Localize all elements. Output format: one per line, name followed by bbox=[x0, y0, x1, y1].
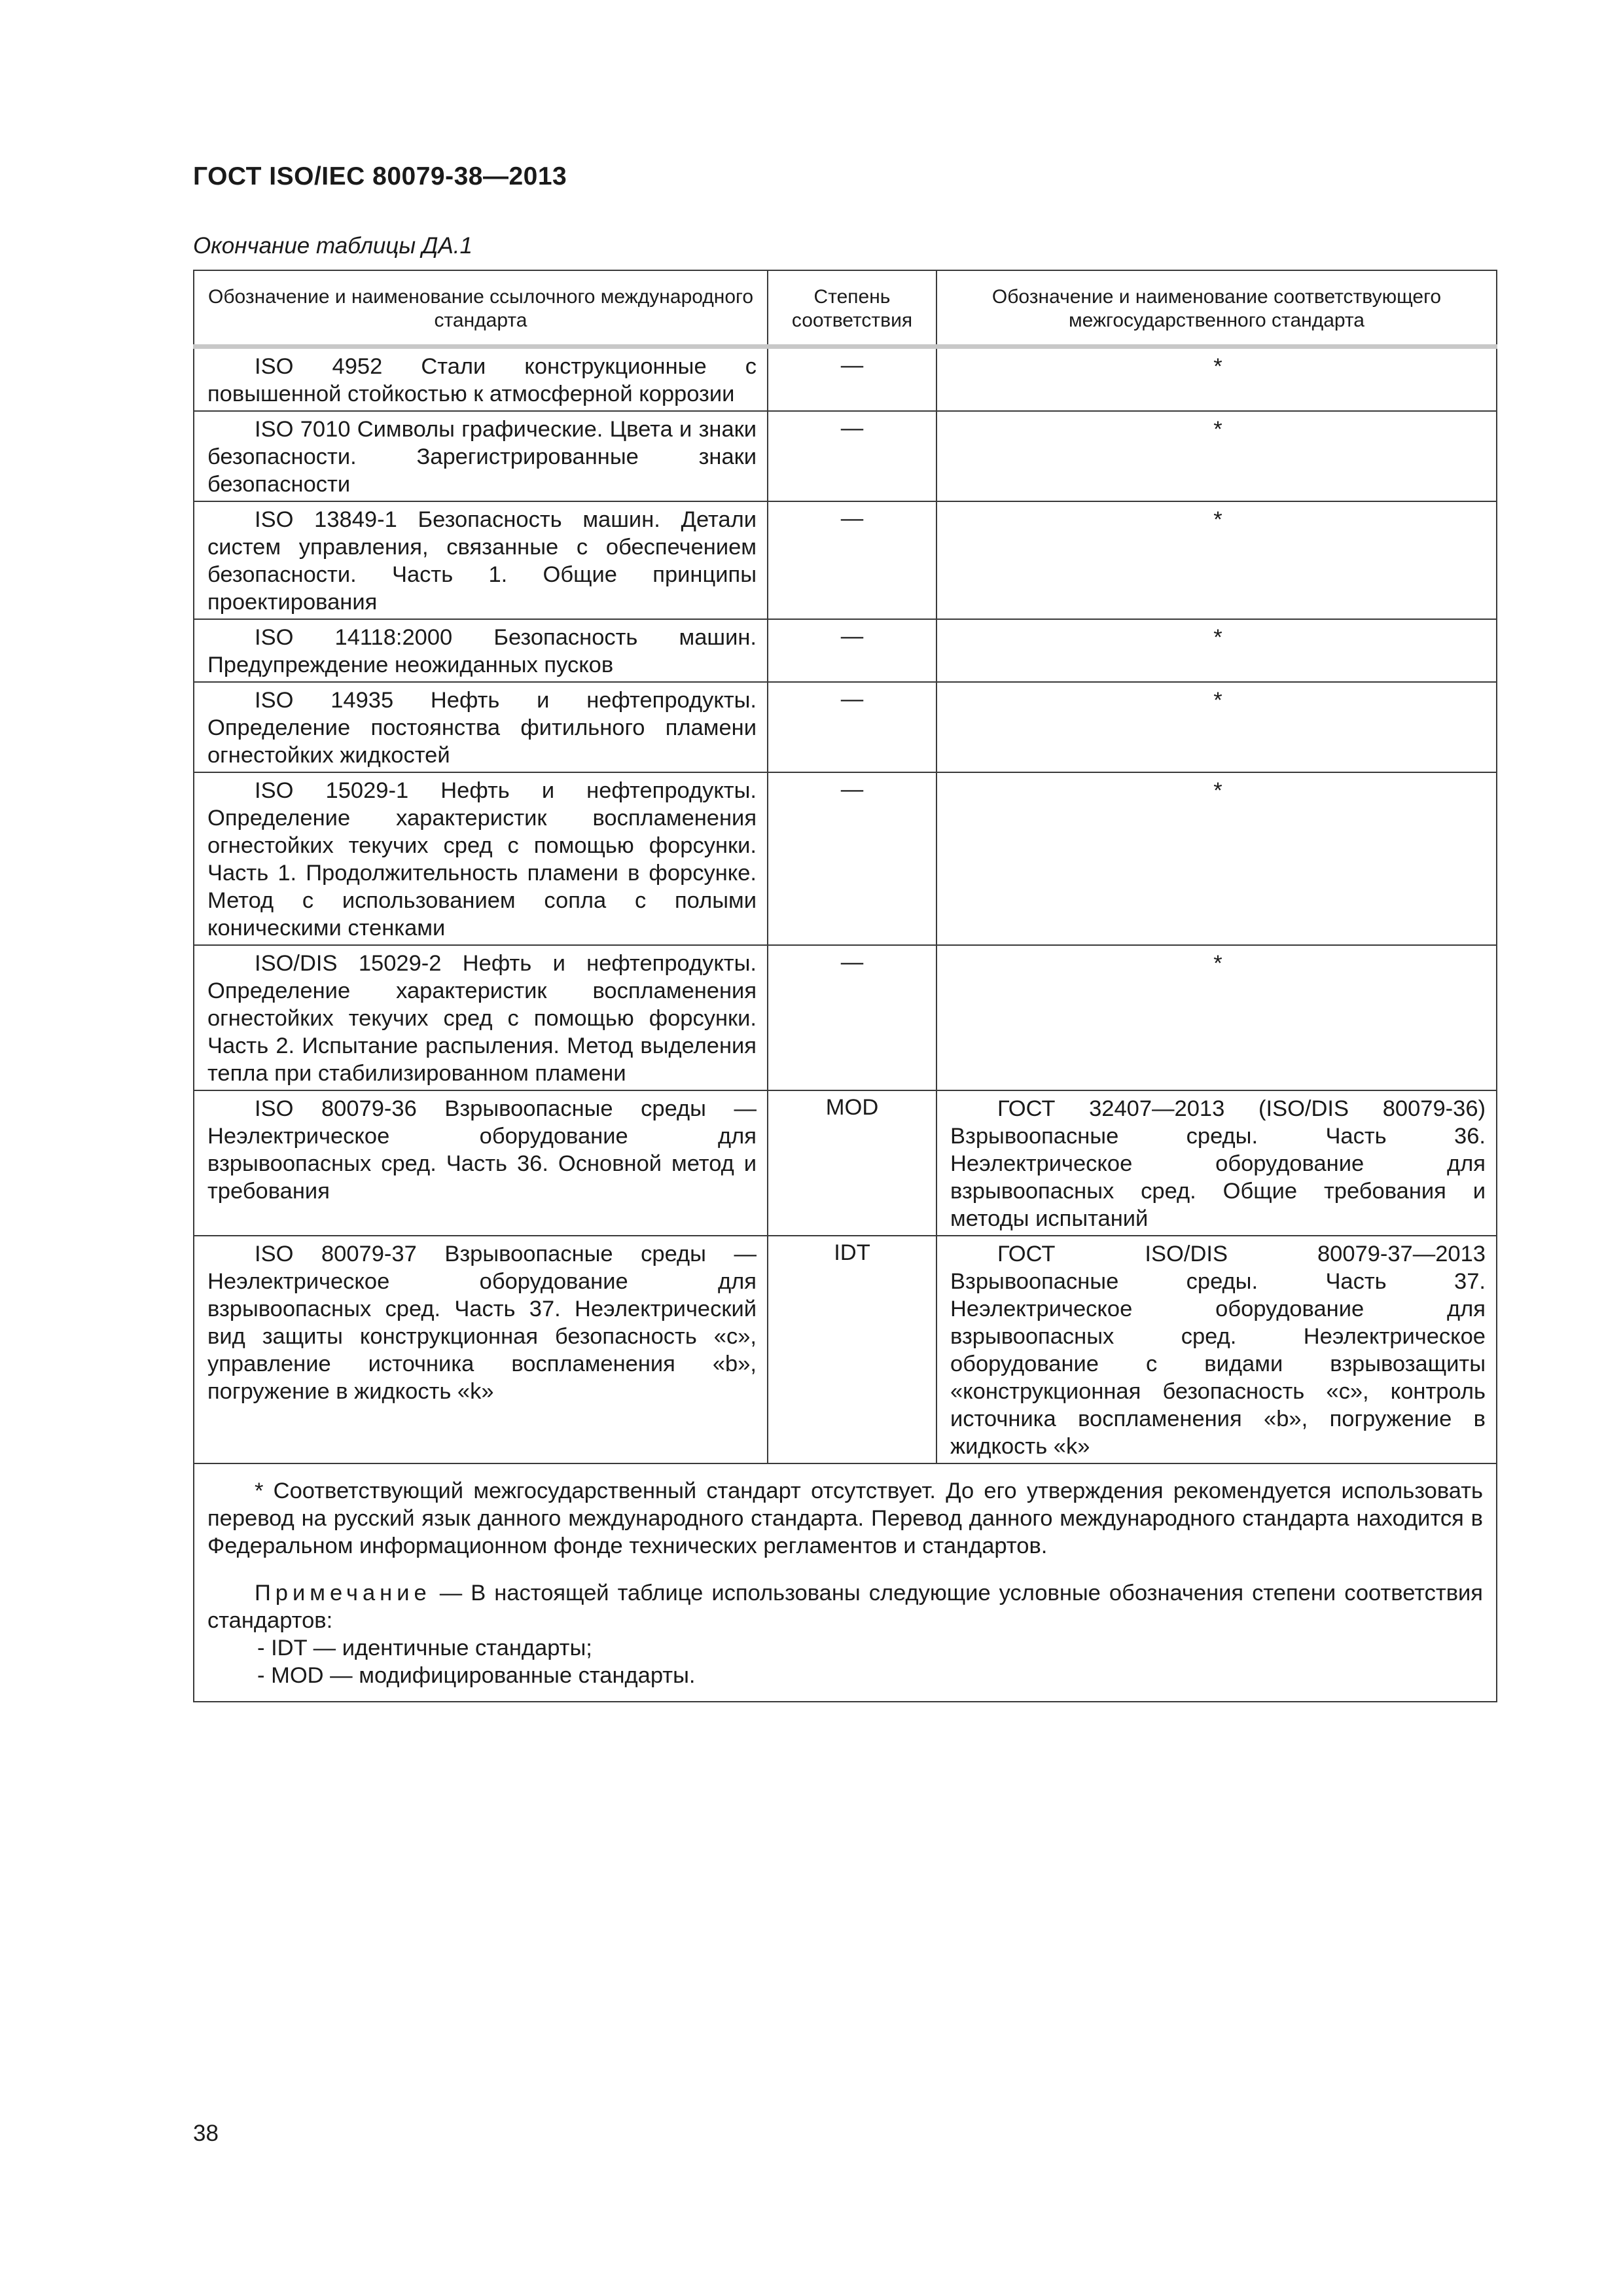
footnote: * Соответствующий межгосударственный стандарт отсутствует. До его утверждения рекомендуется использовать перевод на русский язык данного международного стандарта. Перевод данного международного стандарта находится в Федеральном информационном фонде технических регламентов и стандартов. bbox=[207, 1479, 1483, 1558]
table-row bbox=[194, 501, 1497, 619]
table-row bbox=[194, 772, 1497, 945]
cell-ref bbox=[194, 501, 768, 619]
cell-gost: * bbox=[936, 619, 1497, 682]
table-row bbox=[194, 945, 1497, 1090]
cell-ref bbox=[194, 682, 768, 772]
cell-degree: IDT bbox=[768, 1236, 936, 1463]
cell-ref bbox=[194, 411, 768, 501]
standards-table bbox=[193, 270, 1497, 1702]
page-number: 38 bbox=[193, 2121, 219, 2146]
cell-degree: — bbox=[768, 772, 936, 945]
note-text: — В настоящей таблице использованы следующие условные обозначения степени соответствия стандартов: bbox=[207, 1581, 1483, 1633]
cell-degree: — bbox=[768, 945, 936, 1090]
cell-gost bbox=[936, 1236, 1497, 1463]
cell-degree: — bbox=[768, 411, 936, 501]
table-row bbox=[194, 411, 1497, 501]
cell-degree: — bbox=[768, 619, 936, 682]
cell-degree: — bbox=[768, 682, 936, 772]
table-caption: Окончание таблицы ДА.1 bbox=[193, 233, 473, 259]
cell-gost bbox=[936, 1090, 1497, 1236]
note-item: - MOD — модифицированные стандарты. bbox=[257, 1663, 696, 1688]
cell-gost: * bbox=[936, 411, 1497, 501]
ref-text: ISO 80079-37 Взрывоопасные среды — Неэлектрическое оборудование для взрывоопасных сред. Часть 37. Неэлектрический вид защиты конструкционная безопасность «с», управление источника воспламенения «b», погружение в жидкость «k» bbox=[207, 1242, 757, 1404]
cell-gost: * bbox=[936, 945, 1497, 1090]
notes-cell bbox=[194, 1463, 1497, 1702]
ref-text: ISO/DIS 15029-2 Нефть и нефтепродукты. Определение характеристик воспламенения огнестойких текучих сред с помощью форсунки. Часть 2. Испытание распыления. Метод выделения тепла при стабилизированном пламени bbox=[207, 951, 757, 1086]
ref-text: ISO 14935 Нефть и нефтепродукты. Определение постоянства фитильного пламени огнестойких жидкостей bbox=[207, 688, 757, 768]
cell-ref bbox=[194, 945, 768, 1090]
cell-ref bbox=[194, 1236, 768, 1463]
table-row bbox=[194, 619, 1497, 682]
cell-degree: — bbox=[768, 347, 936, 412]
cell-ref bbox=[194, 619, 768, 682]
table-row bbox=[194, 1236, 1497, 1463]
ref-text: ISO 14118:2000 Безопасность машин. Предупреждение неожиданных пусков bbox=[207, 625, 757, 677]
notes-row bbox=[194, 1463, 1497, 1702]
note-paragraph bbox=[207, 1579, 1483, 1634]
cell-ref bbox=[194, 347, 768, 412]
gost-text: ГОСТ 32407—2013 (ISO/DIS 80079-36) Взрывоопасные среды. Часть 36. Неэлектрическое оборудование для взрывоопасных сред. Общие требования и методы испытаний bbox=[950, 1096, 1486, 1231]
header-degree: Степень соответствия bbox=[768, 270, 936, 347]
table-row bbox=[194, 682, 1497, 772]
cell-gost: * bbox=[936, 501, 1497, 619]
header-gost-standard: Обозначение и наименование соответствующего межгосударственного стандарта bbox=[936, 270, 1497, 347]
header-ref-standard: Обозначение и наименование ссылочного международного стандарта bbox=[194, 270, 768, 347]
ref-text: ISO 7010 Символы графические. Цвета и знаки безопасности. Зарегистрированные знаки безопасности bbox=[207, 417, 757, 497]
table-row bbox=[194, 1090, 1497, 1236]
cell-ref bbox=[194, 1090, 768, 1236]
cell-gost: * bbox=[936, 347, 1497, 412]
gost-text: ГОСТ ISO/DIS 80079-37—2013 Взрывоопасные среды. Часть 37. Неэлектрическое оборудование для взрывоопасных сред. Неэлектрическое оборудование с видами взрывозащиты «конструкционная безопасность «с», контроль источника воспламенения «b», погружение в жидкость «k» bbox=[950, 1242, 1486, 1459]
ref-text: ISO 15029-1 Нефть и нефтепродукты. Определение характеристик воспламенения огнестойких текучих сред с помощью форсунки. Часть 1. Продолжительность пламени в форсунке. Метод с использованием сопла с полыми коническими стенками bbox=[207, 778, 757, 941]
ref-text: ISO 4952 Стали конструкционные с повышенной стойкостью к атмосферной коррозии bbox=[207, 354, 757, 406]
note-label: Примечание bbox=[255, 1581, 431, 1605]
cell-ref bbox=[194, 772, 768, 945]
note-item: - IDT — идентичные стандарты; bbox=[257, 1636, 592, 1660]
table-header-row bbox=[194, 270, 1497, 347]
ref-text: ISO 80079-36 Взрывоопасные среды — Неэлектрическое оборудование для взрывоопасных сред. Часть 36. Основной метод и требования bbox=[207, 1096, 757, 1204]
cell-gost: * bbox=[936, 682, 1497, 772]
cell-gost: * bbox=[936, 772, 1497, 945]
ref-text: ISO 13849-1 Безопасность машин. Детали систем управления, связанные с обеспечением безопасности. Часть 1. Общие принципы проектирования bbox=[207, 507, 757, 615]
table-row bbox=[194, 347, 1497, 412]
document-title: ГОСТ ISO/IEC 80079-38—2013 bbox=[193, 162, 567, 190]
cell-degree: — bbox=[768, 501, 936, 619]
cell-degree: MOD bbox=[768, 1090, 936, 1236]
